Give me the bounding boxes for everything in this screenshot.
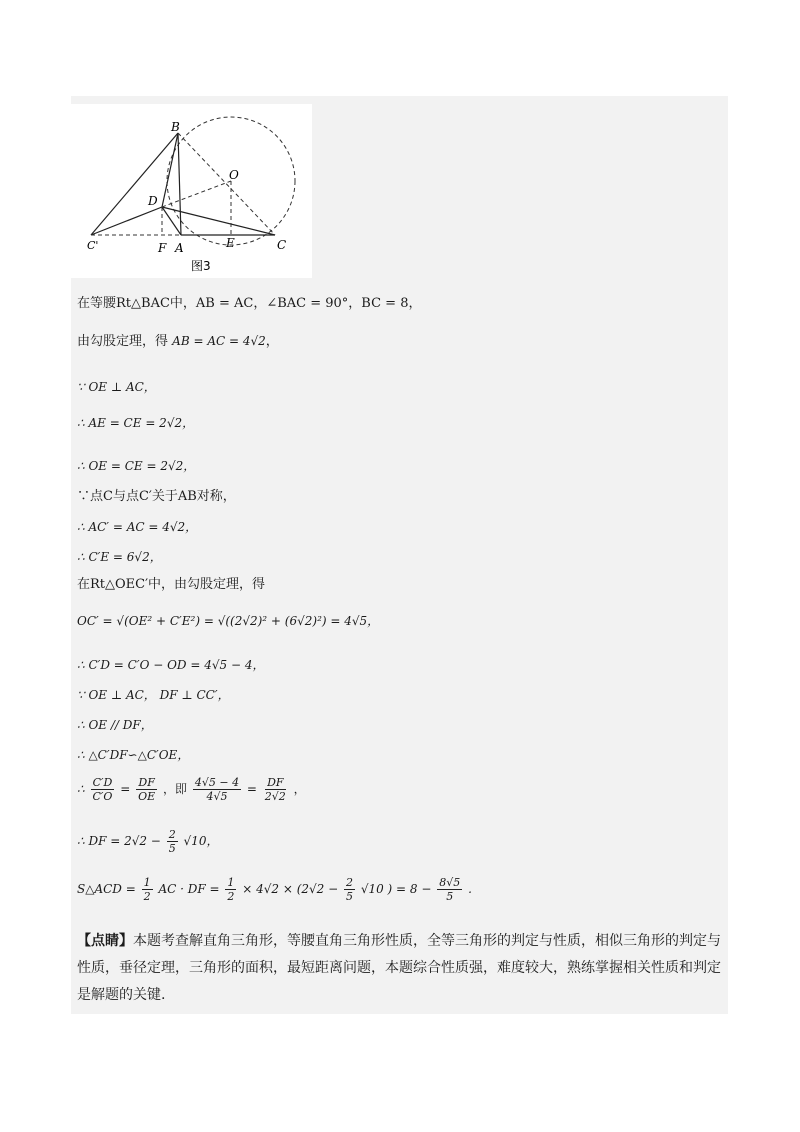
line-17: S△ACD = $\frac{1}{2}$ AC · DF = $\frac{1}{2}$ × 4√2 × (2√2 − $\frac{2}{5}$ √10 ) = 8 − $\frac{8√5}{5}$ . — [77, 876, 472, 903]
fraction-cd-co: $\frac{C'D}{C'O}$ — [92, 776, 113, 803]
line-11: ∴ C′D = C′O − OD = 4√5 − 4， — [77, 658, 265, 672]
line-2-math: AB = AC = 4√2 — [172, 334, 266, 348]
figure-caption: 图3 — [191, 259, 211, 273]
line-15: ∴ $\frac{C'D}{C'O}$ = $\frac{DF}{OE}$ ，即 $\frac{4√5 - 4}{4√5}$ = $\frac{DF}{2√2}$ ， — [77, 776, 306, 803]
line-4: ∴ AE = CE = 2√2， — [77, 416, 195, 430]
label-o: O — [229, 168, 239, 182]
line-3: ∵ OE ⊥ AC， — [77, 380, 156, 394]
label-d: D — [148, 194, 158, 208]
fraction-df-oe: $\frac{DF}{OE}$ — [138, 776, 156, 803]
line-9: 在Rt△OEC′中，由勾股定理，得 — [77, 577, 266, 592]
fraction-ratio: $\frac{4√5 - 4}{4√5}$ — [194, 776, 240, 803]
fraction-2-5: $\frac{2}{5}$ — [168, 828, 176, 855]
line-8: ∴ C′E = 6√2， — [77, 550, 162, 564]
line-6: ∵点C与点C′关于AB对称， — [77, 489, 236, 504]
line-7: ∴ AC′ = AC = 4√2， — [77, 520, 198, 534]
line-10: OC′ = √(OE² + C′E²) = √((2√2)² + (6√2)²) = 4√5， — [77, 614, 380, 628]
solution-panel — [71, 96, 728, 1014]
line-2: 由勾股定理，得 AB = AC = 4√2， — [77, 334, 279, 349]
line-1: 在等腰Rt△BAC中，AB = AC，∠BAC = 90°，BC = 8， — [77, 296, 422, 311]
label-b: B — [171, 120, 180, 134]
label-f: F — [158, 241, 167, 255]
label-e: E — [226, 236, 235, 250]
line-5: ∴ OE = CE = 2√2， — [77, 459, 196, 473]
line-2-text: 由勾股定理，得 — [77, 334, 169, 349]
line-16: ∴ DF = 2√2 − $\frac{2}{5}$ √10， — [77, 828, 219, 855]
comment-body: 本题考查解直角三角形，等腰直角三角形性质，全等三角形的判定与性质，相似三角形的判定与性质，垂径定理，三角形的面积，最短距离问题，本题综合性质强，难度较大，熟练掌握相关性质和判定是解题的关键. — [77, 933, 721, 1003]
label-c-prime: C' — [87, 239, 99, 252]
line-14: ∴ △C′DF∽△C′OE， — [77, 748, 190, 762]
line-12: ∵ OE ⊥ AC， DF ⊥ CC′， — [77, 688, 230, 702]
comment-tag: 【点睛】 — [77, 933, 133, 949]
label-a: A — [175, 241, 184, 255]
comment-paragraph — [77, 928, 725, 1009]
line-13: ∴ OE // DF， — [77, 718, 153, 732]
geometry-figure — [71, 104, 312, 278]
label-c: C — [277, 238, 287, 252]
fraction-df-2root2: $\frac{DF}{2√2}$ — [264, 776, 286, 803]
